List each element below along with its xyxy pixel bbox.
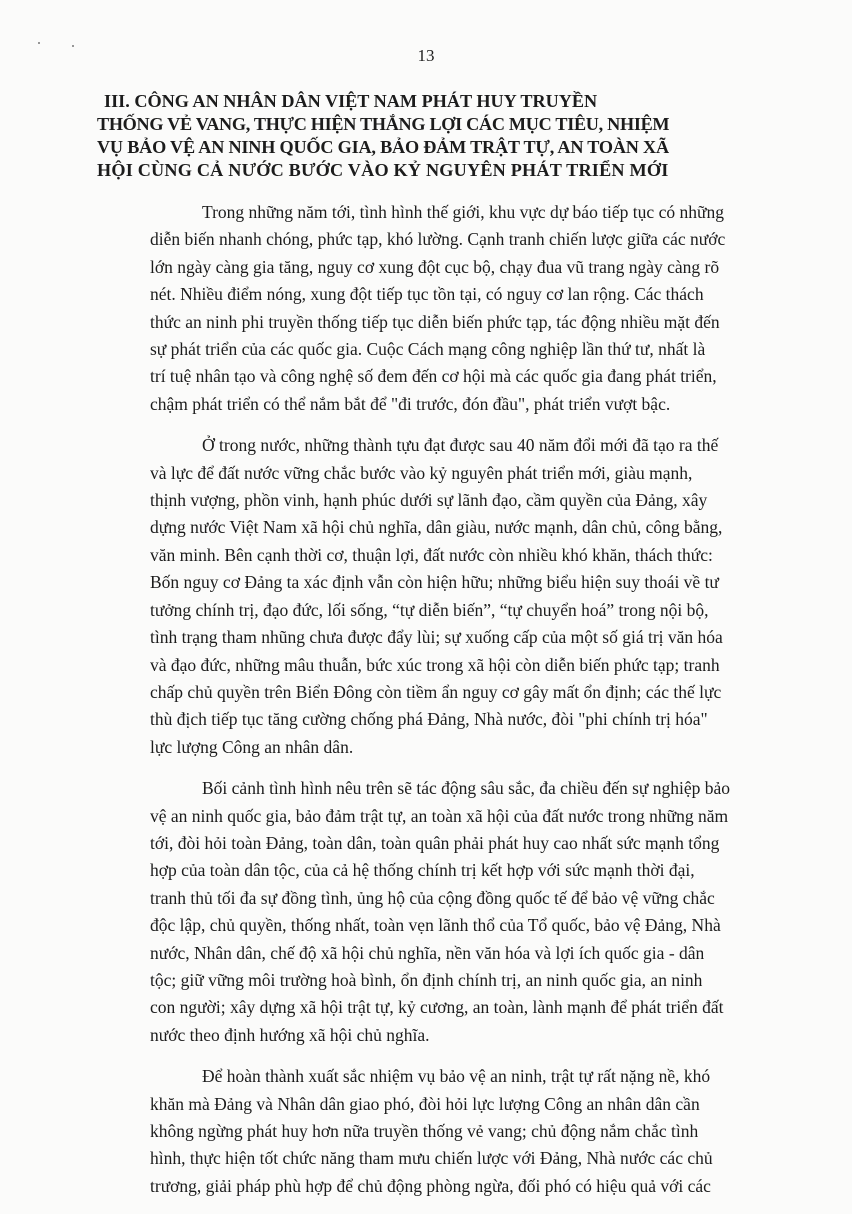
text-line: diễn biến nhanh chóng, phức tạp, khó lường. Cạnh tranh chiến lược giữa các nước — [150, 229, 726, 250]
text-line: Bối cảnh tình hình nêu trên sẽ tác động sâu sắc, đa chiều đến sự nghiệp bảo — [202, 778, 731, 799]
text-line: Bốn nguy cơ Đảng ta xác định vẫn còn hiện hữu; những biểu hiện suy thoái về tư — [150, 572, 719, 593]
heading-line: VỤ BẢO VỆ AN NINH QUỐC GIA, BẢO ĐẢM TRẬT TỰ, AN TOÀN XÃ — [97, 137, 669, 157]
text-line: không ngừng phát huy hơn nữa truyền thống vẻ vang; chủ động nắm chắc tình — [150, 1121, 699, 1141]
text-line: hợp của toàn dân tộc, của cả hệ thống chính trị kết hợp với sức mạnh thời đại, — [150, 860, 695, 881]
text-line: Trong những năm tới, tình hình thế giới, khu vực dự báo tiếp tục có những — [202, 202, 724, 222]
text-line: trương, giải pháp phù hợp để chủ động phòng ngừa, đối phó có hiệu quả với các — [150, 1175, 711, 1196]
text-line: khăn mà Đảng và Nhân dân giao phó, đòi hỏi lực lượng Công an nhân dân cần — [150, 1093, 700, 1114]
text-line: nước theo định hướng xã hội chủ nghĩa. — [150, 1024, 430, 1045]
section-heading — [97, 90, 787, 182]
text-line: Ở trong nước, những thành tựu đạt được sau 40 năm đổi mới đã tạo ra thế — [202, 435, 719, 456]
heading-line: HỘI CÙNG CẢ NƯỚC BƯỚC VÀO KỶ NGUYÊN PHÁT TRIỂN MỚI — [97, 160, 669, 180]
text-line: và đạo đức, những mâu thuẫn, bức xúc trong xã hội còn diễn biến phức tạp; tranh — [150, 654, 720, 675]
text-line: Để hoàn thành xuất sắc nhiệm vụ bảo vệ an ninh, trật tự rất nặng nề, khó — [202, 1066, 711, 1087]
scan-speck — [38, 42, 40, 44]
text-line: sự phát triển của các quốc gia. Cuộc Cách mạng công nghiệp lần thứ tư, nhất là — [150, 339, 706, 360]
text-line: tranh thủ tối đa sự đồng tình, ủng hộ của cộng đồng quốc tế để bảo vệ vững chắc — [150, 887, 715, 908]
text-line: vệ an ninh quốc gia, bảo đảm trật tự, an toàn xã hội của đất nước trong những năm — [150, 805, 729, 826]
text-line: trí tuệ nhân tạo và công nghệ số đem đến cơ hội mà các quốc gia đang phát triển, — [150, 366, 717, 387]
text-line: dựng nước Việt Nam xã hội chủ nghĩa, dân giàu, nước mạnh, dân chủ, công bằng, — [150, 517, 723, 538]
text-line: tới, đòi hỏi toàn Đảng, toàn dân, toàn quân phải phát huy cao nhất sức mạnh tổng — [150, 832, 720, 853]
text-line: thịnh vượng, phồn vinh, hạnh phúc dưới sự lãnh đạo, cầm quyền của Đảng, xây — [150, 490, 708, 511]
text-line: con người; xây dựng xã hội trật tự, kỷ cương, an toàn, lành mạnh để phát triển đất — [150, 997, 724, 1018]
paragraph — [150, 1063, 790, 1200]
text-line: nước, Nhân dân, chế độ xã hội chủ nghĩa, nền văn hóa và lợi ích quốc gia - dân — [150, 942, 705, 963]
text-line: thức an ninh phi truyền thống tiếp tục diễn biến phức tạp, tác động nhiều mặt đến — [150, 311, 720, 332]
paragraph — [150, 199, 790, 418]
text-line: nét. Nhiều điểm nóng, xung đột tiếp tục tồn tại, có nguy cơ lan rộng. Các thách — [150, 284, 704, 305]
text-line: tộc; giữ vững môi trường hoà bình, ổn định chính trị, an ninh quốc gia, an ninh — [150, 969, 703, 990]
text-line: tình trạng tham nhũng chưa được đẩy lùi; sự xuống cấp của một số giá trị văn hóa — [150, 627, 723, 648]
text-line: thù địch tiếp tục tăng cường chống phá Đảng, Nhà nước, đòi "phi chính trị hóa" — [150, 709, 708, 730]
text-line: hình, thực hiện tốt chức năng tham mưu chiến lược với Đảng, Nhà nước các chủ — [150, 1148, 713, 1169]
text-line: lớn ngày càng gia tăng, nguy cơ xung đột cục bộ, chạy đua vũ trang ngày càng rõ — [150, 256, 720, 277]
text-line: văn minh. Bên cạnh thời cơ, thuận lợi, đất nước còn nhiều khó khăn, thách thức: — [150, 544, 713, 565]
heading-line: III. CÔNG AN NHÂN DÂN VIỆT NAM PHÁT HUY TRUYỀN — [104, 91, 598, 111]
text-line: lực lượng Công an nhân dân. — [150, 736, 354, 757]
text-line: tưởng chính trị, đạo đức, lối sống, “tự diễn biến”, “tự chuyển hoá” trong nội bộ, — [150, 599, 709, 620]
body-text — [150, 199, 790, 1214]
paragraph — [150, 432, 790, 761]
text-line: chậm phát triển có thể nắm bắt để "đi trước, đón đầu", phát triển vượt bậc. — [150, 393, 671, 414]
page-number: 13 — [417, 46, 435, 65]
paragraph — [150, 775, 790, 1049]
text-line: chấp chủ quyền trên Biển Đông còn tiềm ẩn nguy cơ gây mất ổn định; các thế lực — [150, 681, 722, 702]
text-line: độc lập, chủ quyền, thống nhất, toàn vẹn lãnh thổ của Tổ quốc, bảo vệ Đảng, Nhà — [150, 915, 721, 936]
text-line: và lực để đất nước vững chắc bước vào kỷ nguyên phát triển mới, giàu mạnh, — [150, 462, 693, 483]
heading-line: THỐNG VẺ VANG, THỰC HIỆN THẮNG LỢI CÁC MỤC TIÊU, NHIỆM — [97, 114, 670, 134]
